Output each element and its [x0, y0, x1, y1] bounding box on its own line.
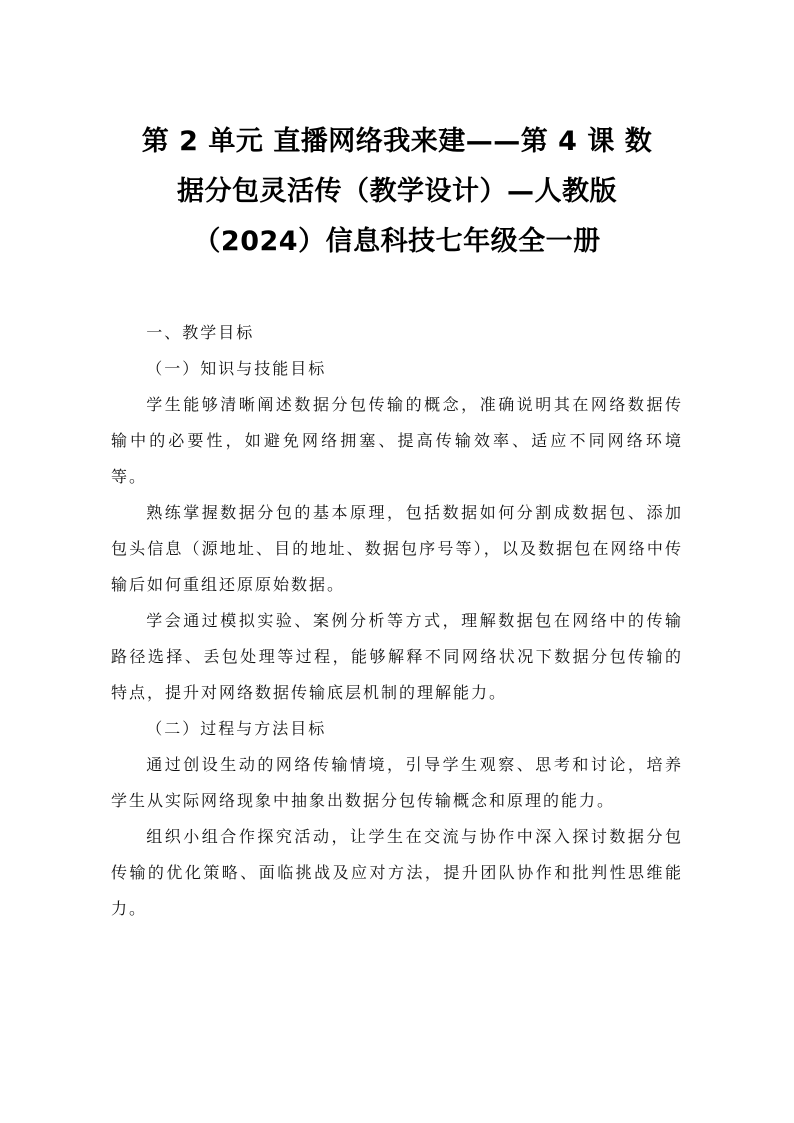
paragraph-knowledge-3: 学会通过模拟实验、案例分析等方式，理解数据包在网络中的传输路径选择、丢包处理等过程，能够解释不同网络状况下数据分包传输的特点，提升对网络数据传输底层机制的理解能力。	[111, 611, 683, 702]
document-title	[111, 117, 683, 267]
title-line-3: （2024）信息科技七年级全一册	[193, 226, 601, 257]
section-heading-teaching-goals: 一、教学目标	[146, 323, 255, 342]
title-line-2: 据分包灵活传（教学设计）—人教版	[177, 176, 617, 207]
paragraph-knowledge-2: 熟练掌握数据分包的基本原理，包括数据如何分割成数据包、添加包头信息（源地址、目的地址、数据包序号等），以及数据包在网络中传输后如何重组还原原始数据。	[111, 503, 683, 594]
subsection-heading-process-methods: （二）过程与方法目标	[146, 719, 327, 738]
subsection-heading-knowledge-skills: （一）知识与技能目标	[146, 359, 327, 378]
title-line-1: 第 2 单元 直播网络我来建——第 4 课 数	[141, 126, 653, 157]
document-body	[111, 315, 683, 927]
paragraph-process-1: 通过创设生动的网络传输情境，引导学生观察、思考和讨论，培养学生从实际网络现象中抽象出数据分包传输概念和原理的能力。	[111, 755, 683, 810]
paragraph-process-2: 组织小组合作探究活动，让学生在交流与协作中深入探讨数据分包传输的优化策略、面临挑战及应对方法，提升团队协作和批判性思维能力。	[111, 827, 683, 918]
paragraph-knowledge-1: 学生能够清晰阐述数据分包传输的概念，准确说明其在网络数据传输中的必要性，如避免网络拥塞、提高传输效率、适应不同网络环境等。	[111, 395, 683, 486]
